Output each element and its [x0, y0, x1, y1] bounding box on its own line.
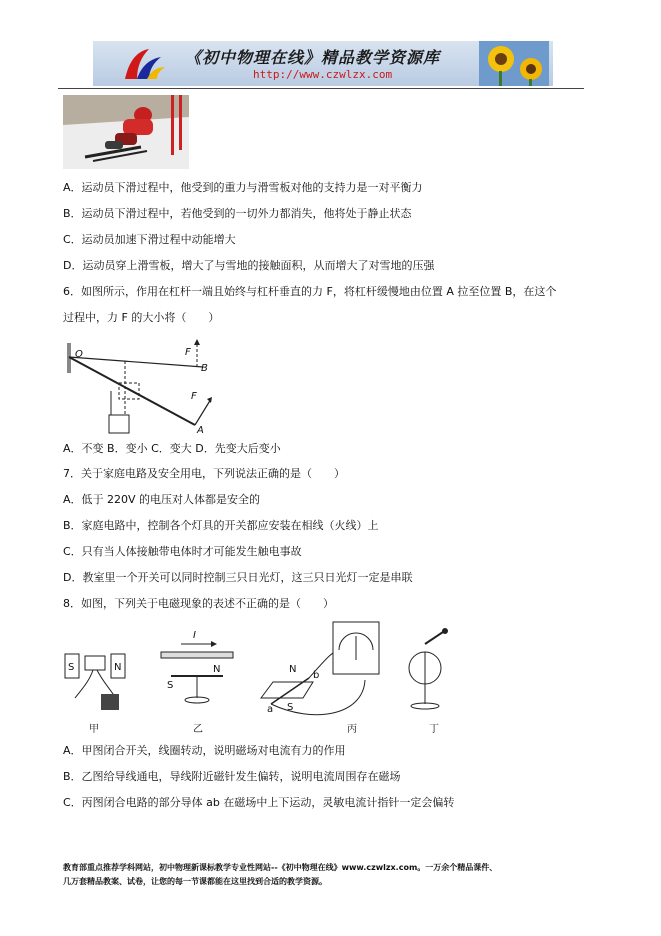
q7-option-b: B．家庭电路中，控制各个灯具的开关都应安装在相线（火线）上 — [63, 519, 379, 532]
label-n3: N — [289, 664, 297, 675]
label-a: A — [197, 425, 204, 436]
q8-stem: 8．如图，下列关于电磁现象的表述不正确的是（ ） — [63, 597, 334, 610]
label-s3: S — [287, 702, 294, 713]
label-i: I — [193, 630, 196, 641]
electromagnetism-figure — [63, 620, 458, 736]
fig-ding — [409, 628, 448, 735]
skier-icon — [63, 95, 189, 169]
q8-option-a: A．甲图闭合开关，线圈转动，说明磁场对电流有力的作用 — [63, 744, 346, 757]
skier-photo — [63, 95, 189, 169]
current-arrowhead — [211, 641, 217, 647]
wire — [161, 652, 233, 658]
label-n1: N — [114, 662, 122, 673]
q7-stem: 7．关于家庭电路及安全用电，下列说法正确的是（ ） — [63, 467, 345, 480]
label-a: a — [267, 704, 274, 715]
banner-title: 《初中物理在线》精品教学资源库 — [185, 48, 441, 67]
weight-box — [109, 415, 129, 433]
q8-option-b: B．乙图给导线通电，导线附近磁针发生偏转，说明电流周围存在磁场 — [63, 770, 401, 783]
footer-line1: 教育部重点推荐学科网站，初中物理新课标教学专业性网站--《初中物理在线》www.czwlzx.com。一万余个精品课件、 — [63, 863, 498, 872]
label-s1: S — [68, 662, 75, 673]
q5-option-c: C．运动员加速下滑过程中动能增大 — [63, 233, 236, 246]
q8-option-c: C．丙图闭合电路的部分导体 ab 在磁场中上下运动，灵敏电流计指针一定会偏转 — [63, 796, 455, 809]
sunflower-icon — [479, 41, 549, 86]
q6-stem-line2: 过程中，力 F 的大小将（ ） — [63, 311, 220, 324]
header-banner — [93, 41, 553, 86]
electroscope-arm — [425, 632, 443, 644]
q6-options: A．不变 B．变小 C．变大 D．先变大后变小 — [63, 442, 281, 455]
electroscope-knob — [442, 628, 448, 634]
lever-position-a — [69, 357, 195, 425]
q7-option-a: A．低于 220V 的电压对人体都是安全的 — [63, 493, 261, 506]
fig-jia — [65, 654, 125, 735]
label-jia: 甲 — [89, 724, 99, 735]
label-o: O — [75, 349, 83, 360]
u-magnet — [261, 682, 313, 698]
label-ding: 丁 — [429, 724, 439, 735]
site-logo-icon — [119, 45, 167, 83]
banner-url[interactable]: http://www.czwlzx.com — [253, 68, 393, 81]
label-bing: 丙 — [347, 724, 357, 735]
label-b: b — [313, 670, 320, 681]
label-b: B — [201, 363, 208, 374]
q6-stem-line1: 6．如图所示，作用在杠杆一端且始终与杠杆垂直的力 F，将杠杆缓慢地由位置 A 拉至位置 B，在这个 — [63, 285, 557, 298]
label-yi: 乙 — [193, 724, 203, 735]
label-n2: N — [213, 664, 221, 675]
battery — [101, 694, 119, 710]
label-f-top: F — [185, 347, 191, 358]
label-f-bottom: F — [191, 391, 197, 402]
fig-yi — [161, 630, 233, 735]
q5-option-b: B．运动员下滑过程中，若他受到的一切外力都消失，他将处于静止状态 — [63, 207, 412, 220]
header-rule — [58, 88, 584, 89]
coil — [85, 656, 105, 670]
q5-option-d: D．运动员穿上滑雪板，增大了与雪地的接触面积，从而增大了对雪地的压强 — [63, 259, 435, 272]
force-arrow-bottom — [195, 399, 211, 425]
lever-figure — [63, 337, 223, 437]
fig-bing — [261, 622, 379, 735]
force-arrowhead-top — [194, 339, 200, 345]
lever-position-b — [69, 357, 203, 367]
q5-option-a: A．运动员下滑过程中，他受到的重力与滑雪板对他的支持力是一对平衡力 — [63, 181, 423, 194]
q7-option-c: C．只有当人体接触带电体时才可能发生触电事故 — [63, 545, 302, 558]
q7-option-d: D．教室里一个开关可以同时控制三只日光灯，这三只日光灯一定是串联 — [63, 571, 413, 584]
footer-line2: 几万套精品教案、试卷，让您的每一节课都能在这里找到合适的教学资源。 — [63, 877, 327, 886]
label-s2: S — [167, 680, 174, 691]
